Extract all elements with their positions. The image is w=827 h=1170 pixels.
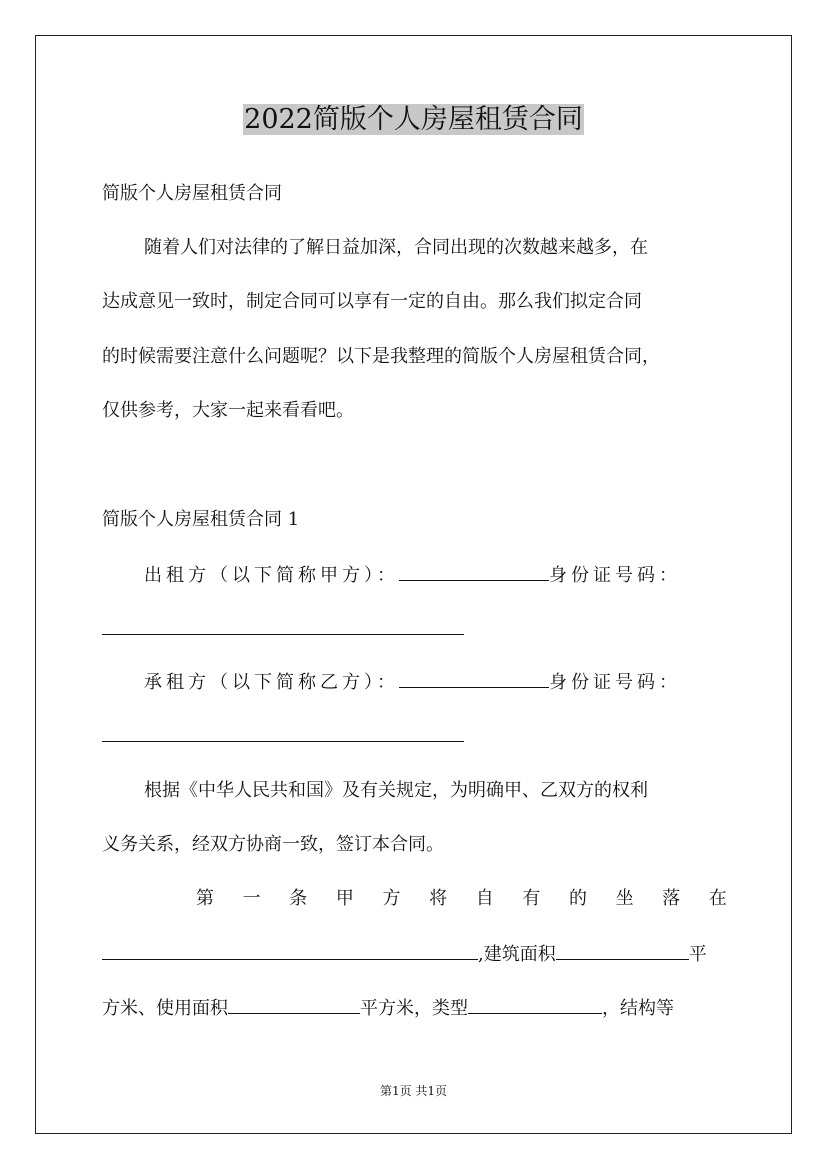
article1-line-2	[102, 941, 727, 968]
lessor-id-blank	[102, 616, 464, 635]
lessee-line	[144, 669, 727, 696]
lessee-id-label: 身份证号码：	[549, 672, 681, 693]
article1-line-3	[102, 995, 727, 1022]
article1-line-1	[196, 886, 727, 912]
building-area-blank	[556, 941, 689, 960]
article1-char: 甲	[335, 888, 354, 909]
unit-end: 平	[688, 944, 707, 965]
article1-char: 有	[522, 888, 541, 909]
intro-line-2: 达成意见一致时，制定合同可以享有一定的自由。那么我们拟定合同	[102, 291, 642, 312]
lessor-id-line	[102, 616, 727, 643]
lessor-line	[144, 562, 727, 589]
lessee-id-line	[102, 723, 727, 750]
subtitle: 简版个人房屋租赁合同	[102, 183, 282, 204]
structure-label: ，结构等	[602, 998, 674, 1019]
building-area-label: ,建筑面积	[478, 944, 556, 965]
basis-line-2: 义务关系，经双方协商一致，签订本合同。	[102, 834, 444, 855]
lessee-label: 承租方（以下简称乙方）：	[144, 672, 399, 693]
lessee-id-blank	[102, 723, 464, 742]
location-blank	[102, 941, 478, 960]
lessee-name-blank	[399, 669, 549, 688]
usable-area-blank	[228, 995, 360, 1014]
article1-char: 的	[569, 888, 587, 909]
document-title: 2022简版个人房屋租赁合同	[244, 104, 583, 135]
usable-area-label: 方米、使用面积	[102, 998, 228, 1019]
section-heading: 简版个人房屋租赁合同 1	[102, 509, 300, 530]
article1-char: 将	[429, 888, 448, 909]
intro-line-4: 仅供参考，大家一起来看看吧。	[102, 400, 354, 421]
article1-char: 一	[242, 888, 261, 909]
type-blank	[468, 995, 602, 1014]
article1-char: 在	[708, 888, 727, 909]
lessor-id-label: 身份证号码：	[549, 565, 681, 586]
article1-char: 方	[382, 888, 401, 909]
intro-line-3: 的时候需要注意什么问题呢？以下是我整理的简版个人房屋租赁合同，	[102, 346, 660, 367]
page-footer: 第1页 共1页	[379, 1084, 448, 1098]
document-title-wrap	[0, 100, 827, 140]
article1-char: 坐	[615, 888, 634, 909]
lessor-label: 出租方（以下简称甲方）：	[144, 565, 399, 586]
type-label: 平方米，类型	[360, 998, 468, 1019]
article1-char: 自	[475, 888, 494, 909]
intro-line-1: 随着人们对法律的了解日益加深，合同出现的次数越来越多，在	[144, 237, 648, 258]
article1-char: 第	[196, 888, 214, 909]
basis-line-1: 根据《中华人民共和国》及有关规定，为明确甲、乙双方的权利	[144, 780, 648, 801]
article1-char: 落	[662, 888, 681, 909]
lessor-name-blank	[399, 562, 549, 581]
article1-char: 条	[289, 888, 308, 909]
